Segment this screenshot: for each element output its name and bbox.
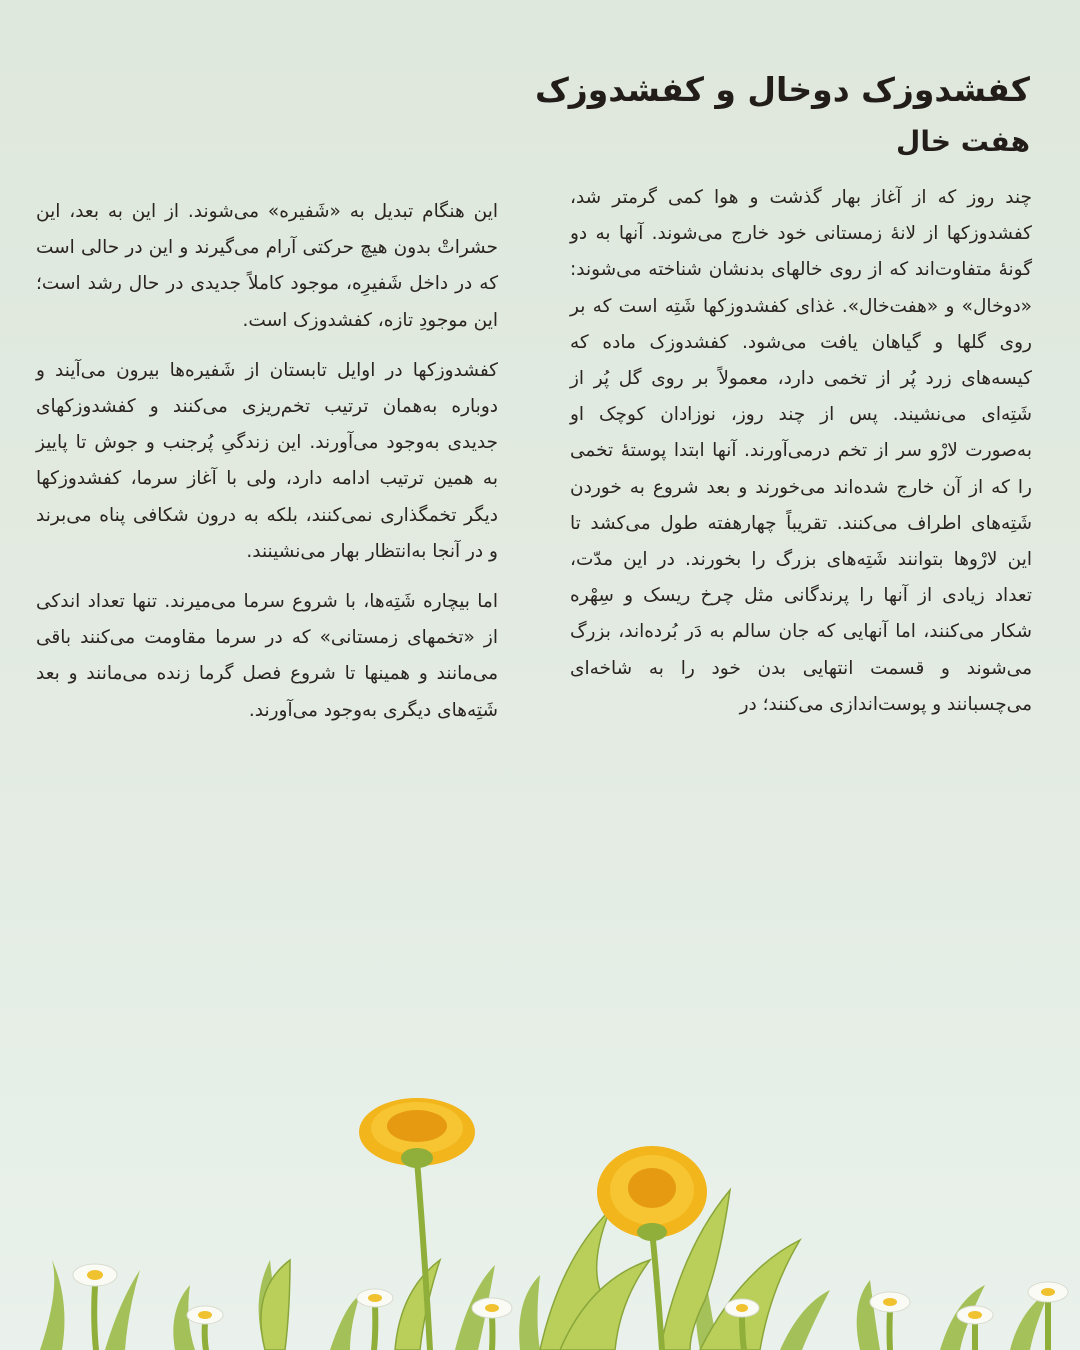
daisy-flower xyxy=(1028,1282,1068,1302)
daisy-flower xyxy=(870,1292,910,1312)
page-title: کفشدوزک دوخال و کفشدوزک xyxy=(535,70,1030,109)
paragraph: چند روز که از آغاز بهار گذشت و هوا کمی گرمتر شد، کفشدوزکها از لانهٔ زمستانی خود خارج می‌شوند. آنها به دو گونهٔ متفاوت‌اند که از روی خالهای بدنشان شناخته می‌شوند: «دوخال» و «هفت‌خال». غذای کفشدوزکها شَتِه است که بر روی گلها و گیاهان یافت می‌شود. کفشدوزک ماده که کیسه‌های زرد پُر از تخمی دارد، معمولاً بر روی گل پُر از شَتِه‌ای می‌نشیند. پس از چند روز، نوزادان کوچک او به‌صورت لارْو سر از تخم درمی‌آورند. آنها ابتدا پوستهٔ تخمی را که از آن خارج شده‌اند می‌خورند و بعد شروع به خوردن شَتِه‌های اطراف می‌کنند. تقریباً چهارهفته طول می‌کشد تا این لارْوها بتوانند شَتِه‌های بزرگ را بخورند. در این مدّت، تعداد زیادی از آنها را پرندگانی مثل چرخ ریسک و سِهْره شکار می‌کنند، اما آنهایی که جان سالم به دَر بُرده‌اند، بزرگ می‌شوند و قسمت انتهایی بدن خود را به شاخه‌ای می‌چسبانند و پوست‌اندازی می‌کنند؛ در xyxy=(570,187,1032,715)
page-subtitle: هفت خال xyxy=(896,125,1030,158)
daisy-flower xyxy=(357,1289,393,1307)
dandelion-flower xyxy=(597,1146,707,1241)
daisy-flower xyxy=(725,1299,759,1317)
daisy-flower xyxy=(472,1298,512,1318)
article-heading xyxy=(530,62,1030,164)
paragraph: این هنگام تبدیل به «شَفیره» می‌شوند. از این به بعد، این حشراتْ بدون هیچ حرکتی آرام می‌گیرند و این در حالی است که در داخل شَفیرِه، موجود کاملاً جدیدی در حال رشد است؛ این موجودِ تازه، کفشدوزک است. xyxy=(36,201,498,331)
paragraph: کفشدوزکها در اوایل تابستان از شَفیره‌ها بیرون می‌آیند و دوباره به‌همان ترتیب تخم‌ریزی می‌کنند و کفشدوزکهای جدیدی به‌وجود می‌آورند. این زندگیِ پُرجنب و جوش تا پاییز به همین ترتیب ادامه دارد، ولی با آغاز سرما، کفشدوزکها دیگر تخمگذاری نمی‌کنند، بلکه به درون شکافی پناه می‌برند و در آنجا به‌انتظار بهار می‌نشینند. xyxy=(36,359,498,562)
daisy-flower xyxy=(957,1306,993,1324)
paragraph: اما بیچاره شَتِه‌ها، با شروع سرما می‌میرند. تنها تعداد اندکی از «تخمهای زمستانی» که در سرما مقاومت می‌کنند باقی می‌مانند و همینها تا شروع فصل گرما زنده می‌مانند و بعد شَتِه‌های دیگری به‌وجود می‌آورند. xyxy=(36,591,498,721)
dandelion-flower xyxy=(359,1098,475,1168)
daisy-flower xyxy=(73,1264,117,1286)
right-text-column xyxy=(570,180,1032,737)
left-text-column xyxy=(36,194,498,743)
daisy-flower xyxy=(187,1306,223,1324)
meadow-illustration xyxy=(0,1060,1080,1350)
